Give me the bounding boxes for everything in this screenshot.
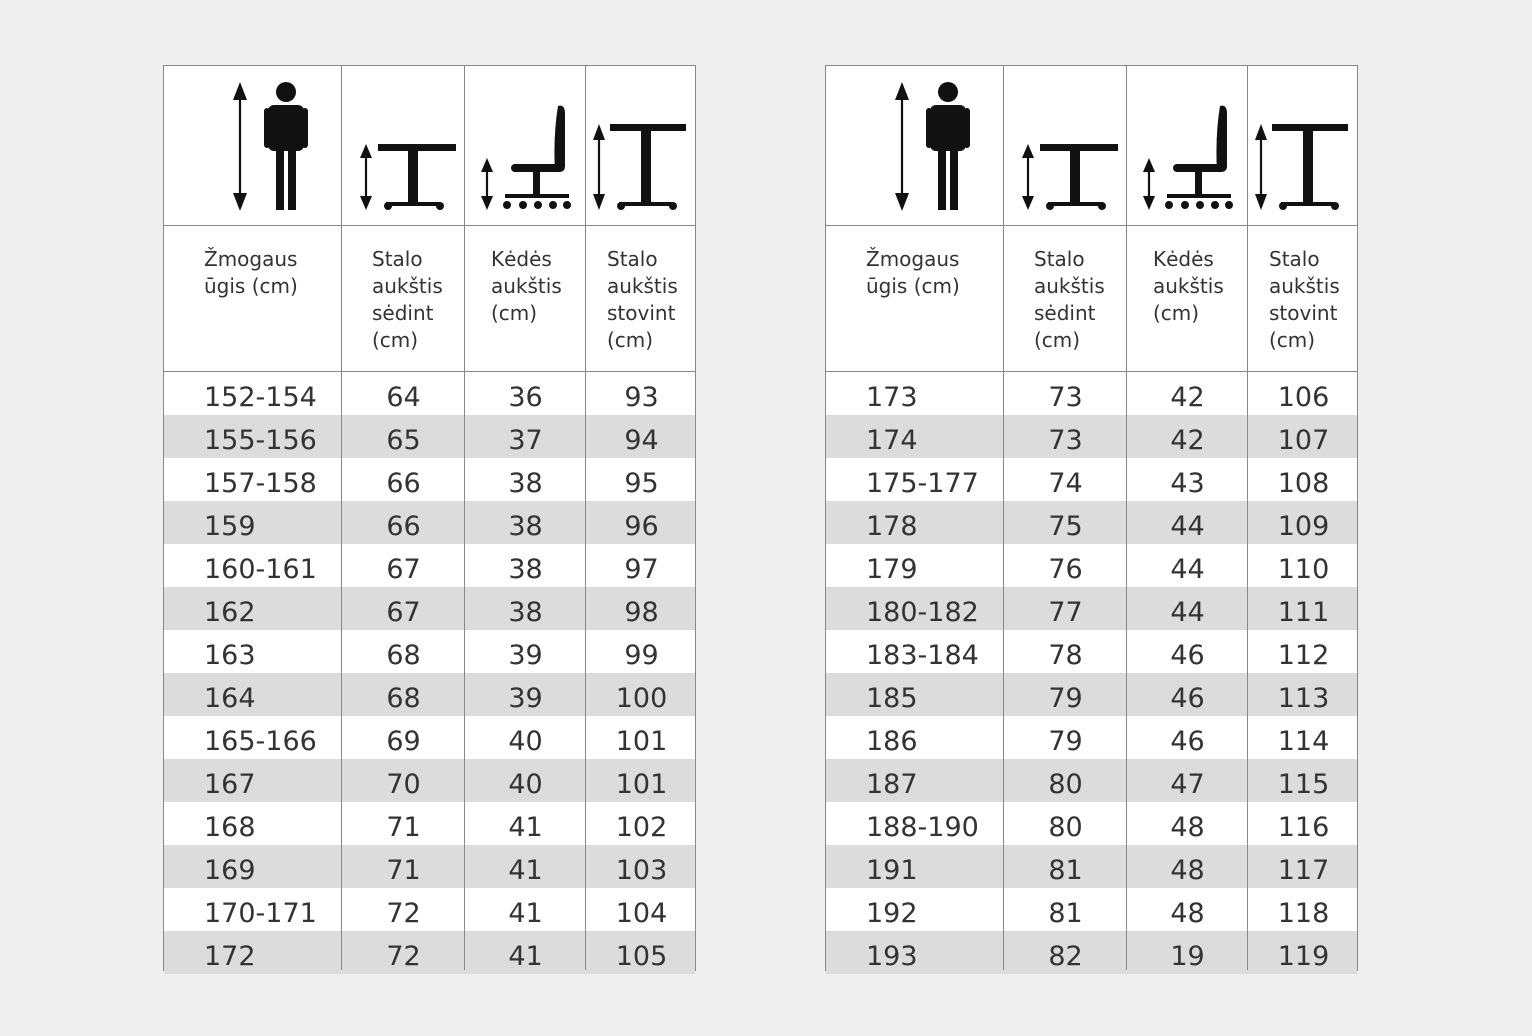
table-row bbox=[826, 845, 1357, 888]
height-cell: 163 bbox=[204, 640, 256, 671]
icon-cell bbox=[164, 66, 342, 224]
height-cell: 157-158 bbox=[204, 468, 317, 499]
table-row bbox=[826, 372, 1357, 415]
table-row bbox=[826, 716, 1357, 759]
chair-cell: 37 bbox=[508, 425, 543, 456]
chair-cell: 41 bbox=[508, 855, 543, 886]
column-header-label: Kėdės aukštis (cm) bbox=[1153, 247, 1224, 325]
standing-desk-cell: 99 bbox=[624, 640, 659, 671]
column-divider bbox=[1003, 66, 1004, 970]
column-header-label: Stalo aukštis sėdint (cm) bbox=[1034, 247, 1105, 352]
chair-cell: 42 bbox=[1170, 425, 1205, 456]
column-header-label: Stalo aukštis stovint (cm) bbox=[607, 247, 678, 352]
height-cell: 178 bbox=[866, 511, 918, 542]
standing-desk-cell: 113 bbox=[1277, 683, 1330, 714]
height-cell: 180-182 bbox=[866, 597, 979, 628]
table-row bbox=[826, 673, 1357, 716]
standing-desk-cell: 117 bbox=[1277, 855, 1330, 886]
sitting-desk-cell: 72 bbox=[386, 898, 421, 929]
standing-desk-height-icon bbox=[1248, 66, 1359, 224]
height-cell: 188-190 bbox=[866, 812, 979, 843]
height-table-left bbox=[163, 65, 696, 971]
sitting-desk-cell: 74 bbox=[1048, 468, 1083, 499]
column-divider bbox=[1126, 66, 1127, 970]
height-cell: 170-171 bbox=[204, 898, 317, 929]
sitting-desk-cell: 67 bbox=[386, 597, 421, 628]
table-row bbox=[826, 501, 1357, 544]
sitting-desk-cell: 79 bbox=[1048, 726, 1083, 757]
sitting-desk-cell: 68 bbox=[386, 640, 421, 671]
standing-desk-cell: 94 bbox=[624, 425, 659, 456]
sitting-desk-cell: 66 bbox=[386, 468, 421, 499]
height-cell: 165-166 bbox=[204, 726, 317, 757]
chair-cell: 40 bbox=[508, 726, 543, 757]
table-body bbox=[164, 372, 695, 970]
column-header-row bbox=[164, 226, 695, 372]
height-cell: 191 bbox=[866, 855, 918, 886]
standing-desk-cell: 111 bbox=[1277, 597, 1330, 628]
chair-cell: 36 bbox=[508, 382, 543, 413]
standing-desk-cell: 118 bbox=[1277, 898, 1330, 929]
icon-cell bbox=[1127, 66, 1248, 224]
icon-cell bbox=[1004, 66, 1127, 224]
chair-cell: 44 bbox=[1170, 597, 1205, 628]
table-row bbox=[164, 415, 695, 458]
height-cell: 183-184 bbox=[866, 640, 979, 671]
table-row bbox=[164, 845, 695, 888]
standing-desk-cell: 108 bbox=[1277, 468, 1330, 499]
icon-cell bbox=[342, 66, 465, 224]
table-row bbox=[164, 931, 695, 974]
chair-cell: 46 bbox=[1170, 640, 1205, 671]
sitting-desk-cell: 79 bbox=[1048, 683, 1083, 714]
chair-cell: 46 bbox=[1170, 726, 1205, 757]
sitting-desk-cell: 81 bbox=[1048, 855, 1083, 886]
table-row bbox=[826, 931, 1357, 974]
standing-desk-cell: 101 bbox=[615, 769, 668, 800]
column-divider bbox=[464, 66, 465, 970]
chair-height-icon bbox=[465, 66, 586, 224]
height-cell: 167 bbox=[204, 769, 256, 800]
height-cell: 164 bbox=[204, 683, 256, 714]
table-row bbox=[164, 759, 695, 802]
column-header-row bbox=[826, 226, 1357, 372]
icon-cell bbox=[826, 66, 1004, 224]
standing-desk-cell: 102 bbox=[615, 812, 668, 843]
chair-cell: 44 bbox=[1170, 511, 1205, 542]
table-row bbox=[164, 630, 695, 673]
height-cell: 193 bbox=[866, 941, 918, 972]
chair-cell: 48 bbox=[1170, 898, 1205, 929]
table-row bbox=[164, 372, 695, 415]
table-row bbox=[826, 888, 1357, 931]
sitting-desk-cell: 67 bbox=[386, 554, 421, 585]
column-header-label: Stalo aukštis sėdint (cm) bbox=[372, 247, 443, 352]
height-cell: 162 bbox=[204, 597, 256, 628]
sitting-desk-cell: 72 bbox=[386, 941, 421, 972]
chair-cell: 47 bbox=[1170, 769, 1205, 800]
table-row bbox=[826, 759, 1357, 802]
standing-desk-cell: 115 bbox=[1277, 769, 1330, 800]
table-row bbox=[164, 673, 695, 716]
table-row bbox=[164, 716, 695, 759]
standing-desk-cell: 107 bbox=[1277, 425, 1330, 456]
height-cell: 159 bbox=[204, 511, 256, 542]
chair-cell: 48 bbox=[1170, 812, 1205, 843]
chair-cell: 39 bbox=[508, 640, 543, 671]
sitting-desk-cell: 82 bbox=[1048, 941, 1083, 972]
table-row bbox=[164, 544, 695, 587]
icon-header-row bbox=[164, 66, 695, 226]
standing-desk-cell: 104 bbox=[615, 898, 668, 929]
sitting-desk-cell: 80 bbox=[1048, 769, 1083, 800]
chair-cell: 41 bbox=[508, 898, 543, 929]
height-cell: 185 bbox=[866, 683, 918, 714]
sitting-desk-cell: 64 bbox=[386, 382, 421, 413]
table-row bbox=[826, 544, 1357, 587]
icon-cell bbox=[465, 66, 586, 224]
chair-height-icon bbox=[1127, 66, 1248, 224]
table-row bbox=[164, 888, 695, 931]
column-header bbox=[342, 226, 465, 370]
chair-cell: 46 bbox=[1170, 683, 1205, 714]
sitting-desk-cell: 78 bbox=[1048, 640, 1083, 671]
height-cell: 168 bbox=[204, 812, 256, 843]
column-header-label: Kėdės aukštis (cm) bbox=[491, 247, 562, 325]
chair-cell: 40 bbox=[508, 769, 543, 800]
standing-desk-cell: 106 bbox=[1277, 382, 1330, 413]
chair-cell: 39 bbox=[508, 683, 543, 714]
column-header bbox=[1248, 226, 1359, 370]
chair-cell: 38 bbox=[508, 468, 543, 499]
column-header bbox=[465, 226, 586, 370]
standing-desk-cell: 114 bbox=[1277, 726, 1330, 757]
sitting-desk-cell: 73 bbox=[1048, 425, 1083, 456]
column-header bbox=[1004, 226, 1127, 370]
height-cell: 160-161 bbox=[204, 554, 317, 585]
column-divider bbox=[1247, 66, 1248, 970]
standing-desk-cell: 105 bbox=[615, 941, 668, 972]
height-cell: 155-156 bbox=[204, 425, 317, 456]
table-row bbox=[826, 458, 1357, 501]
sitting-desk-cell: 69 bbox=[386, 726, 421, 757]
height-cell: 174 bbox=[866, 425, 918, 456]
sitting-desk-cell: 68 bbox=[386, 683, 421, 714]
height-cell: 192 bbox=[866, 898, 918, 929]
sitting-desk-cell: 66 bbox=[386, 511, 421, 542]
height-cell: 179 bbox=[866, 554, 918, 585]
icon-header-row bbox=[826, 66, 1357, 226]
standing-desk-cell: 93 bbox=[624, 382, 659, 413]
standing-desk-cell: 116 bbox=[1277, 812, 1330, 843]
height-cell: 152-154 bbox=[204, 382, 317, 413]
height-cell: 173 bbox=[866, 382, 918, 413]
column-header bbox=[826, 226, 1004, 370]
icon-cell bbox=[1248, 66, 1359, 224]
standing-desk-cell: 98 bbox=[624, 597, 659, 628]
table-row bbox=[164, 458, 695, 501]
height-cell: 172 bbox=[204, 941, 256, 972]
table-row bbox=[164, 587, 695, 630]
standing-desk-cell: 119 bbox=[1277, 941, 1330, 972]
table-row bbox=[826, 587, 1357, 630]
chair-cell: 43 bbox=[1170, 468, 1205, 499]
sitting-desk-cell: 76 bbox=[1048, 554, 1083, 585]
standing-desk-cell: 101 bbox=[615, 726, 668, 757]
sitting-desk-cell: 71 bbox=[386, 855, 421, 886]
column-header-label: Žmogaus ūgis (cm) bbox=[204, 247, 298, 298]
chair-cell: 48 bbox=[1170, 855, 1205, 886]
sitting-desk-height-icon bbox=[342, 66, 465, 224]
sitting-desk-cell: 73 bbox=[1048, 382, 1083, 413]
person-height-icon bbox=[826, 66, 1004, 224]
column-header bbox=[164, 226, 342, 370]
height-cell: 187 bbox=[866, 769, 918, 800]
table-row bbox=[164, 802, 695, 845]
standing-desk-cell: 103 bbox=[615, 855, 668, 886]
sitting-desk-height-icon bbox=[1004, 66, 1127, 224]
table-row bbox=[826, 630, 1357, 673]
standing-desk-cell: 95 bbox=[624, 468, 659, 499]
standing-desk-cell: 110 bbox=[1277, 554, 1330, 585]
standing-desk-cell: 96 bbox=[624, 511, 659, 542]
column-header bbox=[1127, 226, 1248, 370]
sitting-desk-cell: 75 bbox=[1048, 511, 1083, 542]
height-table-right bbox=[825, 65, 1358, 971]
chair-cell: 19 bbox=[1170, 941, 1205, 972]
chair-cell: 42 bbox=[1170, 382, 1205, 413]
standing-desk-cell: 100 bbox=[615, 683, 668, 714]
height-cell: 175-177 bbox=[866, 468, 979, 499]
column-divider bbox=[585, 66, 586, 970]
column-header bbox=[586, 226, 697, 370]
column-header-label: Stalo aukštis stovint (cm) bbox=[1269, 247, 1340, 352]
chair-cell: 38 bbox=[508, 554, 543, 585]
sitting-desk-cell: 77 bbox=[1048, 597, 1083, 628]
sitting-desk-cell: 81 bbox=[1048, 898, 1083, 929]
standing-desk-cell: 112 bbox=[1277, 640, 1330, 671]
chair-cell: 44 bbox=[1170, 554, 1205, 585]
sitting-desk-cell: 70 bbox=[386, 769, 421, 800]
chair-cell: 38 bbox=[508, 597, 543, 628]
chair-cell: 41 bbox=[508, 812, 543, 843]
sitting-desk-cell: 71 bbox=[386, 812, 421, 843]
person-height-icon bbox=[164, 66, 342, 224]
sitting-desk-cell: 65 bbox=[386, 425, 421, 456]
standing-desk-cell: 97 bbox=[624, 554, 659, 585]
column-divider bbox=[341, 66, 342, 970]
sitting-desk-cell: 80 bbox=[1048, 812, 1083, 843]
table-row bbox=[826, 802, 1357, 845]
chair-cell: 41 bbox=[508, 941, 543, 972]
chair-cell: 38 bbox=[508, 511, 543, 542]
icon-cell bbox=[586, 66, 697, 224]
table-body bbox=[826, 372, 1357, 970]
height-cell: 186 bbox=[866, 726, 918, 757]
standing-desk-height-icon bbox=[586, 66, 697, 224]
standing-desk-cell: 109 bbox=[1277, 511, 1330, 542]
column-header-label: Žmogaus ūgis (cm) bbox=[866, 247, 960, 298]
table-row bbox=[164, 501, 695, 544]
table-row bbox=[826, 415, 1357, 458]
height-cell: 169 bbox=[204, 855, 256, 886]
